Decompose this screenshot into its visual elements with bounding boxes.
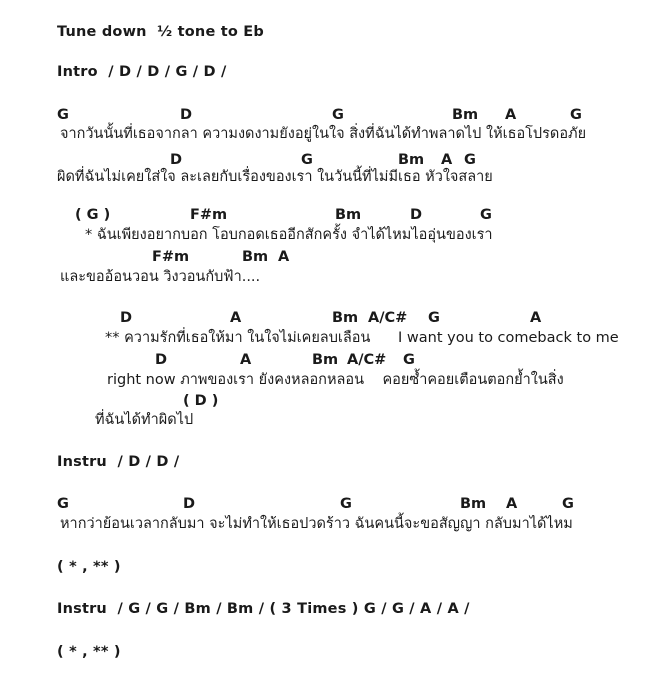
chord-label: D [170, 152, 183, 168]
chord-label: Bm [332, 310, 359, 326]
chorus-lyric-1: ** ความรักที่เธอให้มา ในใจไม่เคยลบเลือน I want you to comeback to me [105, 330, 619, 346]
chord-label: G [340, 496, 352, 512]
chord-label: D [120, 310, 133, 326]
repeat-marks-2: ( * , ** ) [57, 644, 121, 660]
chord-label: F#m [190, 207, 228, 223]
repeat-marks-1: ( * , ** ) [57, 559, 121, 575]
chord-label: Bm [335, 207, 362, 223]
chord-label: G [301, 152, 313, 168]
chorus-lyric-3: ที่ฉันได้ทำผิดไป [95, 412, 194, 428]
chord-label: A/C# [368, 310, 408, 326]
chord-label: A [505, 107, 517, 123]
verse2-chord-row-1 [0, 495, 670, 514]
chord-label: D [180, 107, 193, 123]
prechorus-lyric-1: * ฉันเพียงอยากบอก โอบกอดเธออีกสักครั้ง จำได้ไหมไออุ่นของเรา [85, 227, 493, 243]
chord-label: G [57, 496, 69, 512]
verse1-lyric-1: จากวันนั้นที่เธอจากลา ความงดงามยังอยู่ในใจ สิ่งที่ฉันได้ทำพลาดไป ให้เธอโปรดอภัย [60, 126, 587, 142]
chord-label: Bm [452, 107, 479, 123]
instru-line-2: Instru / G / G / Bm / Bm / ( 3 Times ) G / G / A / A / [57, 601, 470, 617]
chord-label: G [428, 310, 440, 326]
chord-label: Bm [398, 152, 425, 168]
chord-label: G [562, 496, 574, 512]
chord-label: G [464, 152, 476, 168]
chord-label: Bm [242, 249, 269, 265]
chord-label: Bm [460, 496, 487, 512]
chord-label: D [183, 496, 196, 512]
verse2-lyric-1: หากว่าย้อนเวลากลับมา จะไม่ทำให้เธอปวดร้าว ฉันคนนี้จะขอสัญญา กลับมาได้ไหม [60, 516, 573, 532]
chord-label: G [570, 107, 582, 123]
chord-label: ( G ) [75, 207, 111, 223]
intro-line: Intro / D / D / G / D / [57, 64, 227, 80]
chorus-chord-row-2 [0, 351, 670, 370]
chord-label: G [57, 107, 69, 123]
prechorus-chord-row-2 [0, 248, 670, 267]
chord-label: A [506, 496, 518, 512]
chord-label: F#m [152, 249, 190, 265]
chord-label: G [332, 107, 344, 123]
chord-label: Bm [312, 352, 339, 368]
chord-label: G [403, 352, 415, 368]
chord-label: A [530, 310, 542, 326]
prechorus-lyric-2: และขออ้อนวอน วิงวอนกับฟ้า.... [60, 269, 261, 285]
chord-label: G [480, 207, 492, 223]
chord-label: D [155, 352, 168, 368]
tuning-note: Tune down ½ tone to Eb [57, 24, 264, 40]
chord-label: A [240, 352, 252, 368]
chord-label: A [441, 152, 453, 168]
chord-label: A [278, 249, 290, 265]
verse1-chord-row-1 [0, 106, 670, 125]
prechorus-chord-row-1 [0, 206, 670, 225]
verse1-lyric-2: ผิดที่ฉันไม่เคยใส่ใจ ละเลยกับเรื่องของเรา ในวันนี้ที่ไม่มีเธอ หัวใจสลาย [57, 169, 493, 185]
instru-line-1: Instru / D / D / [57, 454, 180, 470]
chorus-lyric-2: right now ภาพของเรา ยังคงหลอกหลอน คอยซ้ำคอยเตือนตอกย้ำในสิ่ง [107, 372, 564, 388]
chord-label: D [410, 207, 423, 223]
chord-label: A/C# [347, 352, 387, 368]
chord-label: A [230, 310, 242, 326]
chorus-chord-row-3 [0, 392, 670, 411]
chord-label: ( D ) [183, 393, 219, 409]
chorus-chord-row-1 [0, 309, 670, 328]
